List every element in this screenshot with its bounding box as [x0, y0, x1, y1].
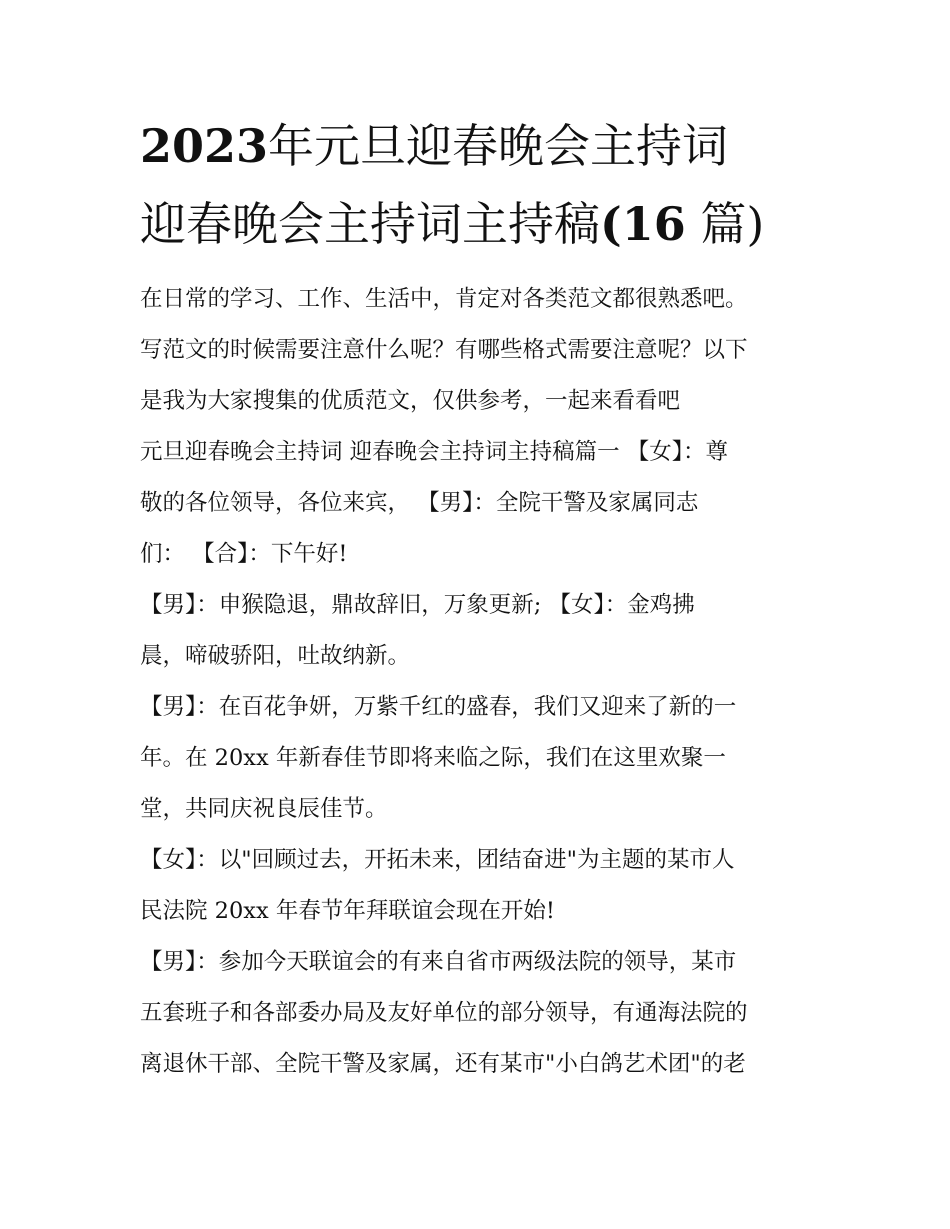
body-line: 敬的各位领导，各位来宾， 【男】：全院干警及家属同志 — [140, 490, 699, 516]
body-line: 元旦迎春晚会主持词 迎春晚会主持词主持稿篇一 【女】：尊 — [140, 439, 729, 465]
body-line: 堂，共同庆祝良辰佳节。 — [140, 796, 388, 822]
title-line-1-text: 年元旦迎春晚会主持词 — [268, 119, 729, 173]
body-line: 写范文的时候需要注意什么呢？有哪些格式需要注意呢？以下 — [140, 337, 748, 363]
title-count: (16 — [600, 197, 686, 251]
title-line-2-text: 迎春晚会主持词主持稿 — [140, 197, 600, 251]
body-line: 【男】：在百花争妍，万紫千红的盛春，我们又迎来了新的一 — [140, 694, 737, 720]
title-year: 2023 — [140, 119, 269, 173]
body-line: 晨，啼破骄阳，吐故纳新。 — [140, 643, 411, 669]
body-line: 五套班子和各部委办局及友好单位的部分领导，有通海法院的 — [140, 1000, 748, 1026]
body-line: 们： 【合】：下午好! — [140, 541, 348, 567]
body-line: 【男】：参加今天联谊会的有来自省市两级法院的领导，某市 — [140, 949, 737, 975]
body-line: 在日常的学习、工作、生活中，肯定对各类范文都很熟悉吧。 — [140, 286, 748, 312]
body-line: 民法院 20xx 年春节年拜联谊会现在开始! — [140, 898, 555, 924]
title-suffix: 篇) — [700, 197, 765, 251]
body-line: 是我为大家搜集的优质范文，仅供参考，一起来看看吧 — [140, 388, 681, 414]
body-line: 【男】：申猴隐退，鼎故辞旧，万象更新; 【女】：金鸡拂 — [140, 592, 695, 618]
body-line: 离退休干部、全院干警及家属，还有某市"小白鸽艺术团"的老 — [140, 1051, 746, 1077]
body-line: 【女】：以"回顾过去，开拓未来，团结奋进"为主题的某市人 — [140, 847, 735, 873]
document-title-line-1 — [140, 118, 840, 174]
body-line: 年。在 20xx 年新春佳节即将来临之际，我们在这里欢聚一 — [140, 745, 726, 771]
document-title-line-2 — [140, 196, 840, 252]
